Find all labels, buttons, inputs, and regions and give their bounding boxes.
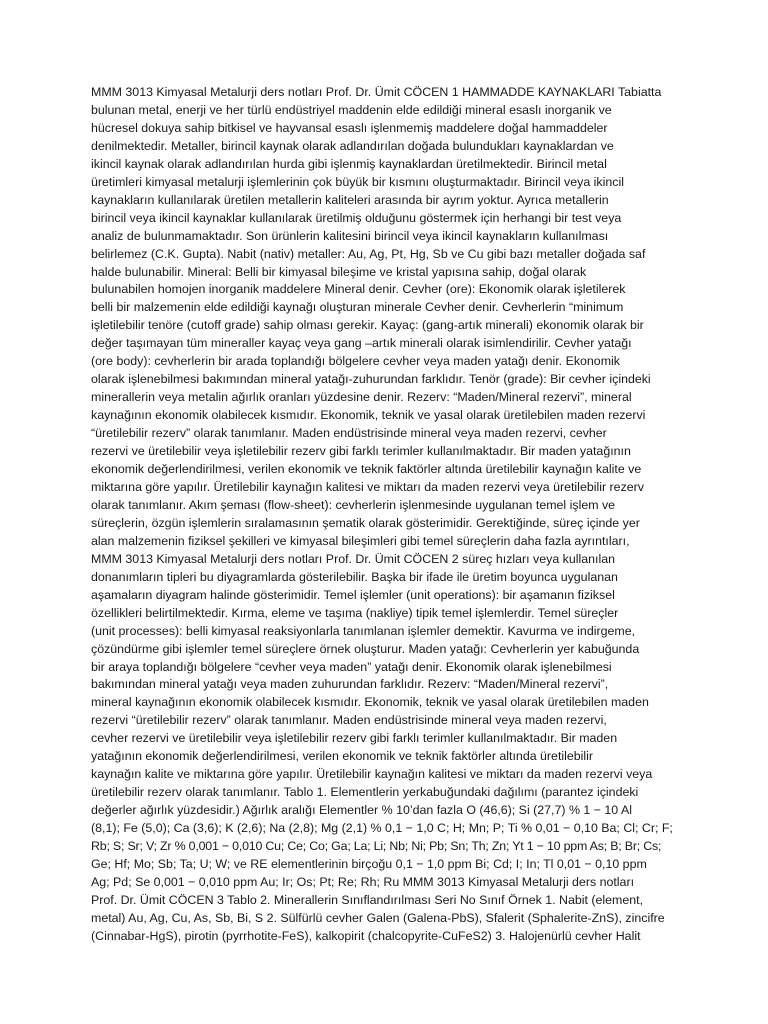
text-line: metal) Au, Ag, Cu, As, Sb, Bi, S 2. Sülfürlü cevher Galen (Galena-PbS), Sfalerit (Sphalerite-ZnS), zincifre	[91, 910, 665, 925]
text-line: mineral kaynağının ekonomik olabilecek kısmıdır. Ekonomik, teknik ve yasal olarak üretilebilen maden	[91, 695, 649, 710]
text-line: hücresel dokuya sahip bitkisel ve hayvansal esaslı işlenmemiş maddelere doğal hammaddeler	[91, 120, 608, 135]
text-line: olarak tanımlanır. Akım şeması (flow-sheet): cevherlerin işlenmesinde uygulanan temel işlem ve	[91, 497, 616, 512]
text-line: ikincil kaynak olarak adlandırılan hurda gibi işlenmiş kaynaklardan üretilmektedir. Birincil metal	[91, 156, 607, 171]
text-line: belli bir malzemenin elde edildiği kaynağı oluşturan minerale Cevher denir. Cevherlerin “minimum	[91, 300, 624, 315]
text-line: üretimleri kimyasal metalurji işlemlerinin çok büyük bir kısmını oluşturmaktadır. Birincil veya ikincil	[91, 174, 624, 189]
text-line: ekonomik değerlendirilmesi, verilen ekonomik ve teknik faktörler altında üretilebilir kaynağın kalite ve	[91, 462, 642, 477]
text-line: kaynağının ekonomik olabilecek kısmıdır. Ekonomik, teknik ve yasal olarak üretilebilen maden rezervi	[91, 408, 646, 423]
text-line: birincil veya ikincil kaynaklar kullanılarak üretilmiş olduğunu göstermek için herhangi bir test veya	[91, 210, 622, 225]
text-line: bulunan metal, enerji ve her türlü endüstriyel maddenin elde edildiği mineral esaslı inorganik ve	[91, 102, 612, 117]
text-line: kaynakların kullanılarak üretilen metallerin kaliteleri arasında bir ayrım yoktur. Ayrıca metallerin	[91, 192, 609, 207]
text-line: cevher rezervi ve üretilebilir veya işletilebilir rezerv gibi farklı terimler kullanılmaktadır. Bir maden	[91, 731, 618, 746]
text-line: “üretilebilir rezerv” olarak tanımlanır. Maden endüstrisinde mineral veya maden rezervi, cevher	[91, 426, 607, 441]
document-page	[91, 84, 676, 946]
text-line: değer taşımayan tüm mineraller kayaç veya gang –artık minerali olarak isimlendirilir. Cevher yatağı	[91, 336, 632, 351]
text-line: donanımların tipleri bu diyagramlarda gösterilebilir. Başka bir ifade ile üretim boyunca uygulanan	[91, 569, 618, 584]
text-line: rezervi ve üretilebilir veya işletilebilir rezerv gibi farklı terimler kullanılmaktadır. Bir maden yatağının	[91, 444, 631, 459]
text-line: süreçlerin, özgün işlemlerin sıralamasının şematik olarak gösterimidir. Gerektiğinde, süreç içinde yer	[91, 515, 640, 530]
text-line: Ge; Hf; Mo; Sb; Ta; U; W; ve RE elementlerinin birçoğu 0,1 − 1,0 ppm Bi; Cd; I; In; Tl 0,01 − 0,10 ppm	[91, 856, 647, 871]
text-line: (ore body): cevherlerin bir arada toplandığı bölgelere cevher veya maden yatağı denir. Ekonomik	[91, 354, 620, 369]
text-line: Prof. Dr. Ümit CÖCEN 3 Tablo 2. Minerallerin Sınıflandırılması Seri No Sınıf Örnek 1. Nabit (element,	[91, 892, 644, 907]
text-line: Ag; Pd; Se 0,001 − 0,010 ppm Au; Ir; Os; Pt; Re; Rh; Ru MMM 3013 Kimyasal Metalurji ders notları	[91, 874, 635, 889]
text-line: miktarına göre yapılır. Üretilebilir kaynağın kalitesi ve miktarı da maden rezervi veya üretilebilir rezerv	[91, 479, 644, 494]
text-line: MMM 3013 Kimyasal Metalurji ders notları Prof. Dr. Ümit CÖCEN 1 HAMMADDE KAYNAKLARI Tabiatta	[91, 85, 662, 99]
text-line: çözündürme gibi işlemler temel süreçlere örnek oluşturur. Maden yatağı: Cevherlerin yer kabuğunda	[91, 641, 640, 656]
text-line: alan malzemenin fiziksel şekilleri ve kimyasal bileşimleri gibi temel süreçlerin daha fazla ayrıntıları,	[91, 533, 630, 548]
text-line: işletilebilir tenöre (cutoff grade) sahip olması gerekir. Kayaç: (gang-artık minerali) ekonomik olarak bir	[91, 318, 644, 333]
text-line: özellikleri belirtilmektedir. Kırma, eleme ve taşıma (nakliye) tipik temel işlemlerdir. Temel süreçler	[91, 605, 619, 620]
text-line: üretilebilir rezerv olarak tanımlanır. Tablo 1. Elementlerin yerkabuğundaki dağılımı (parantez içindeki	[91, 785, 639, 800]
document-body-text	[91, 84, 676, 946]
text-line: bulunabilen homojen inorganik maddelere Mineral denir. Cevher (ore): Ekonomik olarak işletilerek	[91, 282, 626, 297]
text-line: olarak işlenebilmesi bakımından mineral yatağı-zuhurundan farklıdır. Tenör (grade): Bir cevher içindeki	[91, 372, 651, 387]
text-line: minerallerin veya metalin ağırlık oranları yüzdesine denir. Rezerv: “Maden/Mineral rezervi”, mineral	[91, 390, 632, 405]
text-line: bakımından mineral yatağı veya maden zuhurundan farklıdır. Rezerv: “Maden/Mineral rezervi”,	[91, 677, 609, 692]
text-line: analiz de bulunmamaktadır. Son ürünlerin kalitesini birincil veya ikincil kaynakların kullanılması	[91, 228, 609, 243]
text-line: yatağının ekonomik değerlendirilmesi, verilen ekonomik ve teknik faktörler altında üretilebilir	[91, 749, 594, 764]
text-line: halde bulunabilir. Mineral: Belli bir kimyasal bileşime ve kristal yapısına sahip, doğal olarak	[91, 264, 587, 279]
text-line: (unit processes): belli kimyasal reaksiyonlarla tanımlanan işlemler demektir. Kavurma ve indirgeme,	[91, 623, 636, 638]
text-line: aşamaların diyagram halinde gösterimidir. Temel işlemler (unit operations): bir aşamanın fiziksel	[91, 587, 615, 602]
text-line: denilmektedir. Metaller, birincil kaynak olarak adlandırılan doğada bulundukları kaynaklardan ve	[91, 138, 614, 153]
text-line: (8,1); Fe (5,0); Ca (3,6); K (2,6); Na (2,8); Mg (2,1) % 0,1 − 1,0 C; H; Mn; P; Ti % 0,01 − 0,10 Ba; Cl; Cr; F;	[91, 821, 673, 836]
text-line: değerler ağırlık yüzdesidir.) Ağırlık aralığı Elementler % 10’dan fazla O (46,6); Si (27,7) % 1 − 10 Al	[91, 803, 632, 818]
text-line: Rb; S; Sr; V; Zr % 0,001 − 0,010 Cu; Ce; Co; Ga; La; Li; Nb; Ni; Pb; Sn; Th; Zn; Yt 1 − 10 ppm As; B; Br; Cs;	[91, 839, 662, 854]
text-line: MMM 3013 Kimyasal Metalurji ders notları Prof. Dr. Ümit CÖCEN 2 süreç hızları veya kullanılan	[91, 551, 616, 566]
text-line: rezervi “üretilebilir rezerv” olarak tanımlanır. Maden endüstrisinde mineral veya maden rezervi,	[91, 713, 607, 728]
text-line: bir araya toplandığı bölgelere “cevher veya maden” yatağı denir. Ekonomik olarak işlenebilmesi	[91, 659, 612, 674]
text-line: belirlemez (C.K. Gupta). Nabit (nativ) metaller: Au, Ag, Pt, Hg, Sb ve Cu gibi bazı metaller doğada saf	[91, 246, 646, 261]
text-line: kaynağın kalite ve miktarına göre yapılır. Üretilebilir kaynağın kalitesi ve miktarı da maden rezervi veya	[91, 767, 653, 782]
text-line: (Cinnabar-HgS), pirotin (pyrrhotite-FeS), kalkopirit (chalcopyrite-CuFeS2) 3. Halojenürlü cevher Halit	[91, 928, 641, 943]
